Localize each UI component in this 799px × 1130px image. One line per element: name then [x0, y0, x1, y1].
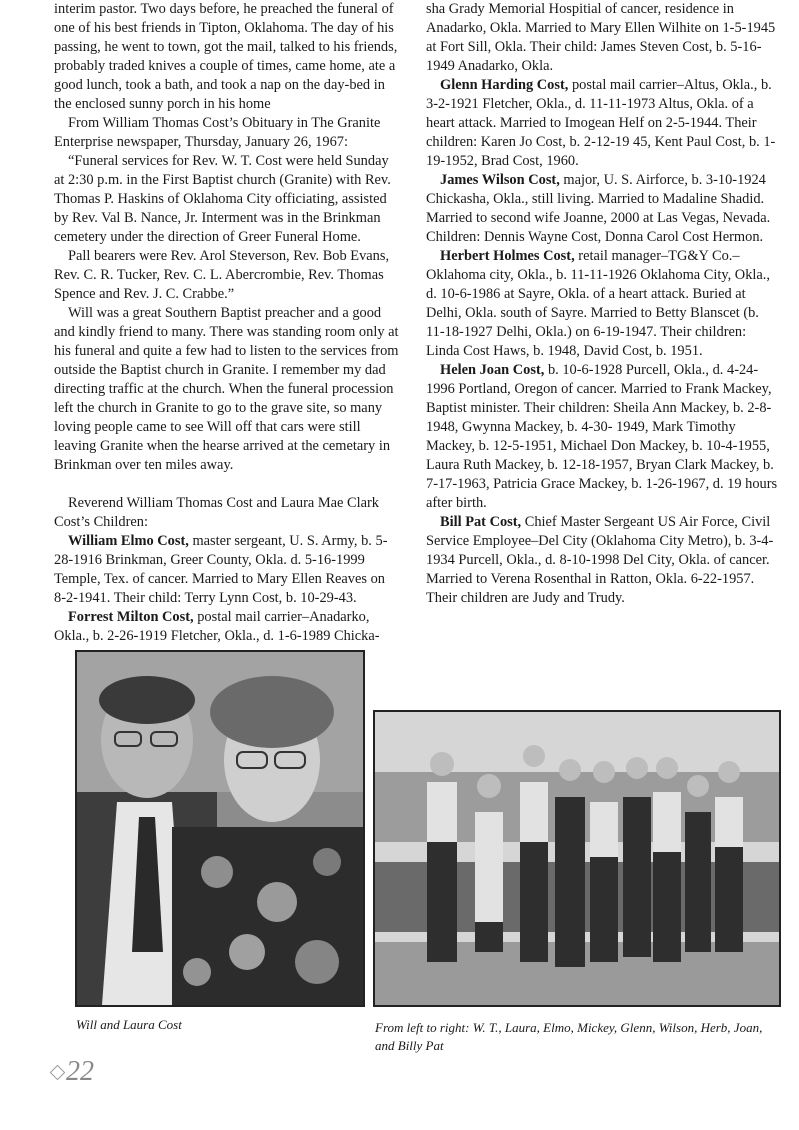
- child-name: Glenn Harding Cost,: [440, 77, 569, 93]
- paragraph: Will was a great Southern Baptist preacher and a good and kindly friend to many. There was standing room only at his funeral and quite a few had to listen to the services from outside the Baptist church in Granite. I remember my dad directing traffic at the church. When the funeral procession left the church in Granite to go to the grave site, so many loving people came to see Will off that cars were still leaving Granite when the hearse arrived at the cemetary in Brinkman over ten miles away.: [54, 305, 399, 473]
- left-text-column: [54, 0, 400, 646]
- child-details: master sergeant, U. S. Army, b. 5-28-1916 Brinkman, Greer County, Okla. d. 5-16-1999 Temple, Tex. of cancer. Married to Mary Ellen Reaves on 8-2-1941. Their child: Terry Lynn Cost, b. 10-29-43.: [54, 533, 388, 606]
- child-details: postal mail carrier–Anadarko, Okla., b. 2-26-1919 Fletcher, Okla., d. 1-6-1989 Chicka-: [54, 609, 380, 644]
- paragraph: From William Thomas Cost’s Obituary in The Granite Enterprise newspaper, Thursday, January 26, 1967:: [54, 115, 381, 150]
- family-group-photo-illustration: [375, 712, 779, 1005]
- child-details: b. 10-6-1928 Purcell, Okla., d. 4-24-1996 Portland, Oregon of cancer. Married to Frank Mackey, Baptist minister. Their children: Sheila Ann Mackey, b. 2-8- 1948, Gwynna Mackey, b. 4-30- 1949, Mark Timothy Mackey, b. 12-5-1951, Michael Don Mackey, b. 10-4-1955, Laura Ruth Mackey, b. 12-18-1957, Bryan Clark Mackey, b. 7-17-1963, Patricia Grace Mackey, b. 1-26-1967, d. 19 hours after birth.: [426, 362, 778, 511]
- child-entry: [426, 513, 778, 608]
- family-group-photo: [373, 710, 781, 1007]
- right-text-column: [426, 0, 778, 608]
- page-ornament-icon: [50, 1065, 66, 1081]
- child-details: postal mail carrier–Altus, Okla., b. 3-2-1921 Fletcher, Okla., d. 11-11-1973 Altus, Okla. of a heart attack. Married to Imogean Helf on 2-5-1944. Their children: Karen Jo Cost, b. 2-12-19 45, Kent Paul Cost, b. 1-19-1952, Brad Cost, 1960.: [426, 77, 776, 169]
- child-name: William Elmo Cost,: [68, 533, 189, 549]
- child-name: Helen Joan Cost,: [440, 362, 545, 378]
- portrait-photo-illustration: [77, 652, 363, 1005]
- paragraph: interim pastor. Two days before, he preached the funeral of one of his best friends in Tipton, Oklahoma. The day of his passing, he went to town, got the mail, talked to his friends, probably traded knives a couple of times, came home, ate a good lunch, took a bath, and took a nap on the day-bed in the enclosed sunny porch in his home: [54, 1, 398, 112]
- child-entry: [426, 361, 778, 513]
- paragraph: sha Grady Memorial Hospitial of cancer, residence in Anadarko, Okla. Married to Mary Ellen Wilhite on 1-5-1945 at Fort Sill, Okla. Their child: James Steven Cost, b. 5-16-1949 Anadarko, Okla.: [426, 1, 776, 74]
- paragraph: “Funeral services for Rev. W. T. Cost were held Sunday at 2:30 p.m. in the First Baptist church (Granite) with Rev. Thomas P. Haskins of Oklahoma City officiating, assisted by Rev. Val B. Nance, Jr. Interment was in the Brinkman cemetery under the direction of Greer Funeral Home.: [54, 153, 391, 245]
- child-entry: [54, 608, 400, 646]
- child-details: major, U. S. Airforce, b. 3-10-1924 Chickasha, Okla., still living. Married to Madaline Shadid. Married to second wife Joanne, 2000 at Las Vegas, Nevada. Children: Dennis Wayne Cost, Donna Carol Cost Hermon.: [426, 172, 771, 245]
- portrait-photo: [75, 650, 365, 1007]
- photo-caption: Will and Laura Cost: [76, 1017, 182, 1032]
- child-name: James Wilson Cost,: [440, 172, 560, 188]
- paragraph: Reverend William Thomas Cost and Laura Mae Clark Cost’s Children:: [54, 495, 380, 530]
- child-name: Forrest Milton Cost,: [68, 609, 194, 625]
- child-details: Chief Master Sergeant US Air Force, Civil Service Employee–Del City (Oklahoma City Metro), b. 3-4-1934 Purcell, Okla., d. 8-10-1998 Del City, Okla. of cancer. Married to Verena Rosenthal in Ratton, Okla. 6-22-1957. Their children are Judy and Trudy.: [426, 514, 774, 606]
- child-entry: [54, 532, 400, 608]
- child-entry: [426, 247, 778, 361]
- child-details: retail manager–TG&Y Co.–Oklahoma city, Okla., b. 11-11-1926 Oklahoma City, Okla., d. 10-6-1986 at Sayre, Okla. of a heart attack. Buried at Delhi, Okla. south of Sayre. Married to Betty Blanscet (b. 11-18-1927 Delhi, Okla.) on 6-19-1947. Their children: Linda Cost Haws, b. 1948, David Cost, b. 1951.: [426, 248, 770, 359]
- photo-caption: From left to right: W. T., Laura, Elmo, Mickey, Glenn, Wilson, Herb, Joan, and Billy Pat: [375, 1020, 763, 1053]
- page-number: 22: [66, 1056, 94, 1087]
- child-name: Bill Pat Cost,: [440, 514, 522, 530]
- paragraph: Pall bearers were Rev. Arol Steverson, Rev. Bob Evans, Rev. C. R. Tucker, Rev. C. L. Abercrombie, Rev. Thomas Spence and Rev. J. C. Crabbe.”: [54, 248, 390, 302]
- child-name: Herbert Holmes Cost,: [440, 248, 575, 264]
- child-entry: [426, 76, 778, 171]
- child-entry: [426, 171, 778, 247]
